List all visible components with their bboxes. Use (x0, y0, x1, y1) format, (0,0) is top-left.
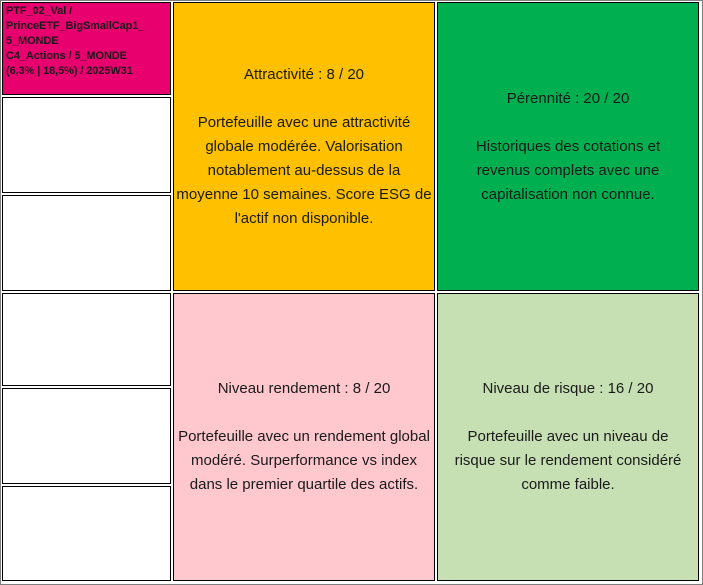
rendement-quadrant (173, 293, 435, 581)
portfolio-title-cell (2, 2, 171, 95)
portfolio-title-line: (6,3% | 18,5%) / 2025W31 (6, 65, 133, 77)
attractivite-quadrant (173, 2, 435, 291)
empty-cell (2, 293, 171, 386)
empty-cell (2, 195, 171, 291)
attractivite-score: Attractivité : 8 / 20 (243, 65, 365, 83)
empty-cell (2, 97, 171, 193)
empty-cell (2, 388, 171, 484)
portfolio-title-line: PrinceETF_BigSmallCap1_ (6, 20, 145, 32)
empty-cell (2, 486, 171, 581)
risque-score: Niveau de risque : 16 / 20 (482, 380, 654, 397)
attractivite-description: Portefeuille avec une attractivité globale modérée. Valorisation notablement au-dessus de la moyenne 10 semaines. Score ESG de l'actif non disponible. (176, 113, 432, 227)
rendement-description: Portefeuille avec un rendement global modéré. Surperformance vs index dans le premier quartile des actifs. (178, 428, 430, 493)
perennite-quadrant (437, 2, 699, 291)
portfolio-title-line: 5_MONDE (6, 35, 59, 47)
portfolio-title-line: PTF_02_Val / (6, 5, 73, 17)
perennite-description: Historiques des cotations et revenus complets avec une capitalisation non connue. (475, 137, 661, 203)
risque-description: Portefeuille avec un niveau de risque sur le rendement considéré comme faible. (454, 428, 682, 493)
rendement-score: Niveau rendement : 8 / 20 (217, 380, 391, 397)
portfolio-title-line: C4_Actions / 5_MONDE (6, 50, 127, 62)
perennite-score: Pérennité : 20 / 20 (506, 89, 630, 107)
risque-quadrant (437, 293, 699, 581)
